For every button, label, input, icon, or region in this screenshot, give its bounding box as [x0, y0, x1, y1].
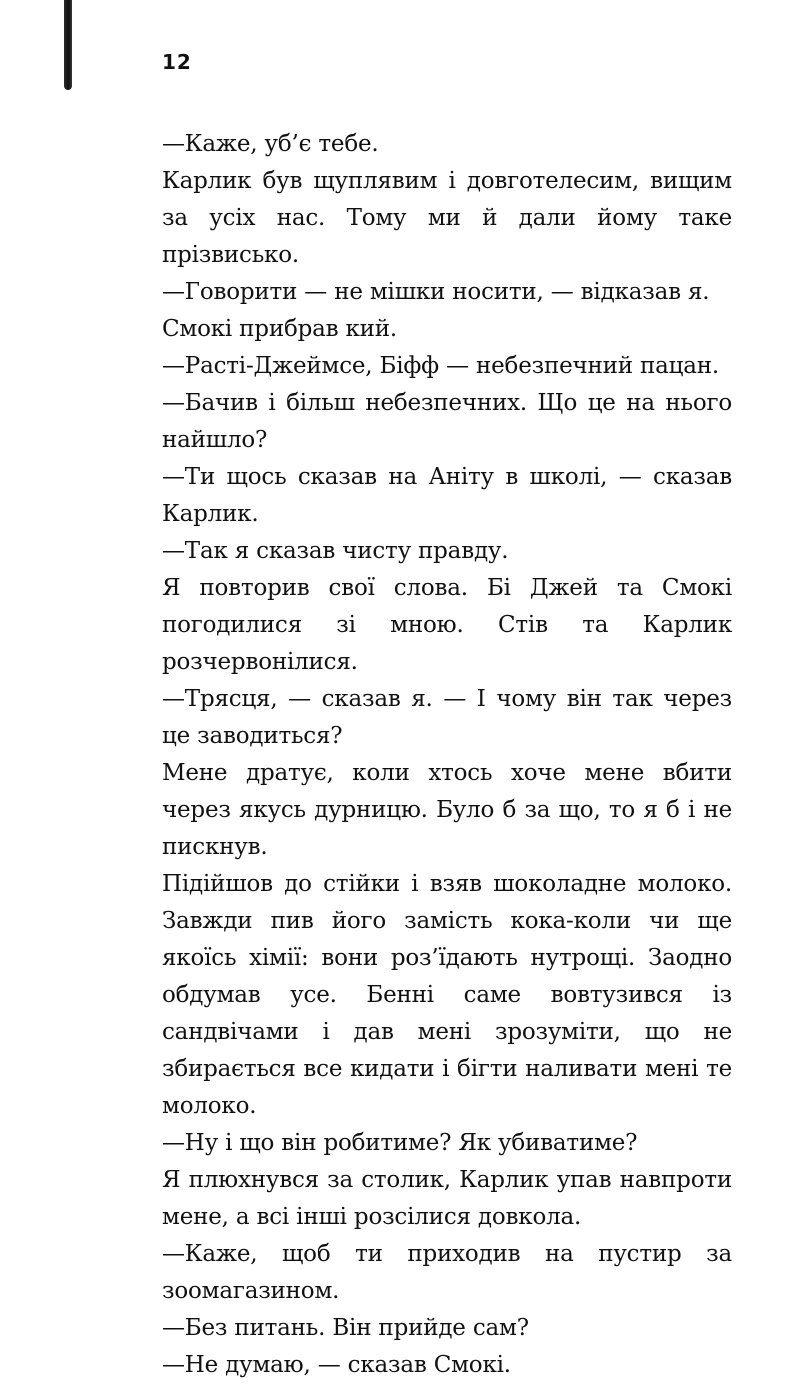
- paragraph: Карлик був щуплявим і довготелесим, вищим за усіх нас. Тому ми й дали йому таке прізвисько.: [162, 168, 732, 268]
- page-number: 12: [162, 50, 192, 74]
- paragraph: Я плюхнувся за столик, Карлик упав навпроти мене, а всі інші розсілися довкола.: [162, 1167, 732, 1230]
- paragraph: Мене дратує, коли хтось хоче мене вбити через якусь дурницю. Було б за що, то я б і не пискнув.: [162, 760, 732, 860]
- paragraph: —Ну і що він робитиме? Як убиватиме?: [162, 1130, 638, 1156]
- paragraph: —Каже, уб’є тебе.: [162, 131, 379, 157]
- paragraph: —Без питань. Він прийде сам?: [162, 1315, 529, 1341]
- paragraph: —Каже, щоб ти приходив на пустир за зоомагазином.: [162, 1241, 732, 1304]
- paragraph: —Так я сказав чисту правду.: [162, 538, 509, 564]
- paragraph: —Трясця, — сказав я. — І чому він так через це заводиться?: [162, 686, 732, 749]
- paragraph: —Бачив і більш небезпечних. Що це на нього найшло?: [162, 390, 732, 453]
- paragraph: Я повторив свої слова. Бі Джей та Смокі погодилися зі мною. Стів та Карлик розчервонілися.: [162, 575, 732, 675]
- paragraph: Смокі прибрав кий.: [162, 316, 398, 342]
- paragraph: —Расті-Джеймсе, Бiфф — небезпечний пацан.: [162, 353, 719, 379]
- paragraph: —Не думаю, — сказав Смокі.: [162, 1352, 511, 1378]
- page-spine-edge: [64, 0, 72, 90]
- body-text: [162, 126, 732, 1384]
- paragraph: —Ти щось сказав на Аніту в школі, — сказав Карлик.: [162, 464, 732, 527]
- paragraph: Підійшов до стійки і взяв шоколадне молоко. Завжди пив його замість кока-коли чи ще якоїсь хімії: вони роз’їдають нутрощі. Заодно обдумав усе. Бенні саме вовтузився із сандвічами і дав мені зрозуміти, що не збирається все кидати і бігти наливати мені те молоко.: [162, 871, 732, 1119]
- paragraph: —Говорити — не мішки носити, — відказав я.: [162, 279, 710, 305]
